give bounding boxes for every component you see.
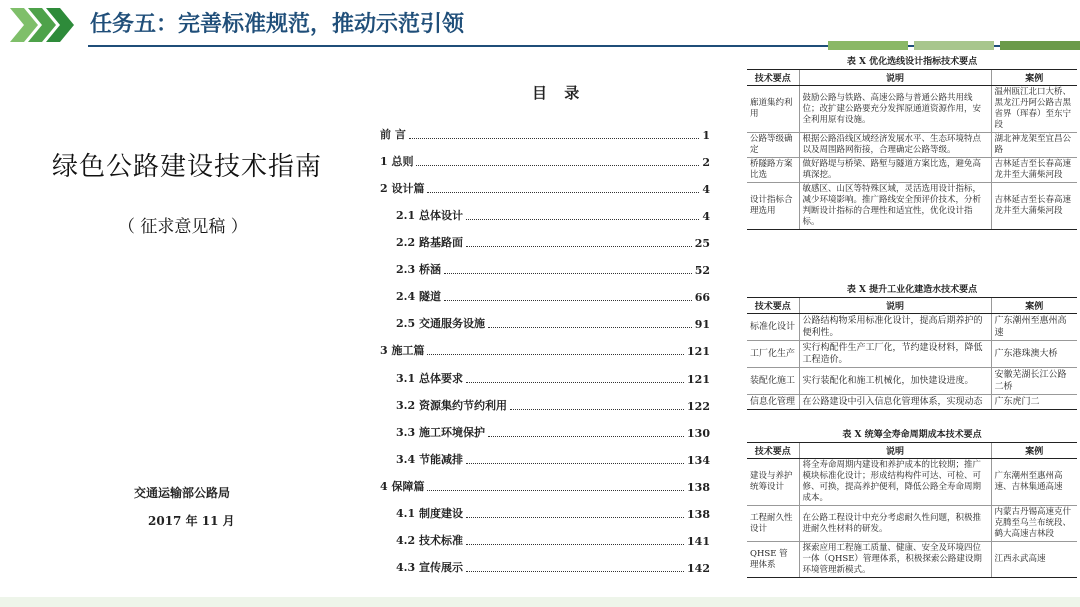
toc-leader-dots (488, 436, 684, 437)
toc-item (380, 128, 710, 142)
toc-item-page: 141 (687, 535, 710, 548)
accent-block-1 (828, 41, 908, 50)
toc-item-label: 3.3 施工环境保护 (396, 426, 485, 439)
toc-item (380, 453, 710, 467)
toc-item (380, 507, 710, 521)
cover-title: 绿色公路建设技术指南 (52, 152, 323, 182)
cell-case: 内蒙古丹锡高速克什克腾至乌兰布统段、鹤大高速吉林段 (991, 506, 1077, 542)
cell-case: 广东虎门二 (991, 395, 1077, 410)
table-caption: 表 X 优化选线设计指标技术要点 (846, 57, 978, 67)
table-of-contents (380, 74, 720, 584)
toc-item-label: 2.4 隧道 (396, 290, 441, 303)
cell-key-point: 桥隧路方案比选 (747, 158, 799, 183)
toc-item-label: 2 设计篇 (380, 182, 425, 195)
page-title: 任务五：完善标准规范，推动示范引领 (90, 12, 465, 37)
toc-leader-dots (488, 327, 692, 328)
toc-item (380, 372, 710, 386)
footer-bar (0, 597, 1080, 607)
data-table (747, 442, 1077, 578)
column-header: 说明 (799, 443, 991, 459)
toc-item-label: 3.4 节能减排 (396, 453, 463, 466)
book-cover (10, 74, 370, 584)
toc-item (380, 155, 710, 169)
table-row (747, 459, 1077, 506)
cell-key-point: 建设与养护统筹设计 (747, 459, 799, 506)
toc-item-page: 134 (687, 454, 710, 467)
toc-item (380, 290, 710, 304)
toc-leader-dots (466, 517, 684, 518)
toc-item-label: 4.2 技术标准 (396, 534, 463, 547)
cell-case: 湖北神龙架至宜昌公路 (991, 133, 1077, 158)
toc-item-page: 1 (702, 129, 710, 142)
chevron-logo-icon (10, 8, 80, 42)
table-row (747, 368, 1077, 395)
cell-key-point: 装配化施工 (747, 368, 799, 395)
cell-case: 吉林延吉至长春高速龙井至大蒲柴河段 (991, 158, 1077, 183)
toc-item (380, 426, 710, 440)
toc-item-page: 4 (702, 183, 710, 196)
table-row (747, 341, 1077, 368)
data-table (747, 297, 1077, 410)
column-header: 说明 (799, 298, 991, 314)
toc-item-page: 138 (687, 508, 710, 521)
toc-item (380, 534, 710, 548)
cell-key-point: 信息化管理 (747, 395, 799, 410)
toc-item-label: 4.3 宣传展示 (396, 561, 463, 574)
toc-item (380, 263, 710, 277)
table-route-selection (747, 56, 1077, 230)
cell-case: 安徽芜湖长江公路二桥 (991, 368, 1077, 395)
column-header: 技术要点 (747, 443, 799, 459)
cell-key-point: 工程耐久性设计 (747, 506, 799, 542)
toc-item-page: 25 (694, 237, 710, 250)
toc-leader-dots (466, 463, 684, 464)
toc-leader-dots (466, 571, 684, 572)
toc-leader-dots (427, 354, 684, 355)
cell-case: 广东潮州至惠州高速 (991, 314, 1077, 341)
toc-item-label: 4 保障篇 (380, 480, 425, 493)
toc-item (380, 561, 710, 575)
toc-item-page: 2 (702, 156, 710, 169)
toc-item-label: 2.2 路基路面 (396, 236, 463, 249)
toc-item (380, 344, 710, 358)
column-header: 案例 (991, 298, 1077, 314)
cell-case: 广东潮州至惠州高速、吉林集通高速 (991, 459, 1077, 506)
toc-item-page: 91 (694, 318, 710, 331)
toc-item-page: 121 (687, 345, 710, 358)
toc-leader-dots (466, 219, 699, 220)
toc-item-page: 52 (694, 264, 710, 277)
cell-description: 探索应用工程施工质量、健康、安全及环境四位一体（QHSE）管理体系，积极探索公路建设期环境管理新模式。 (799, 542, 991, 578)
column-header: 案例 (991, 443, 1077, 459)
toc-leader-dots (427, 192, 699, 193)
toc-leader-dots (416, 165, 699, 166)
cell-description: 实行构配件生产工厂化，节约建设材料，降低工程造价。 (799, 341, 991, 368)
cell-key-point: 廊道集约利用 (747, 86, 799, 133)
column-header: 技术要点 (747, 298, 799, 314)
cell-description: 敏感区、山区等特殊区域，灵活选用设计指标，减少环境影响。推广路线安全预评价技术，分析判断设计指标的合理性和适宜性，优化设计指标。 (799, 183, 991, 230)
toc-item-label: 4.1 制度建设 (396, 507, 463, 520)
toc-item-page: 121 (687, 373, 710, 386)
toc-item (380, 236, 710, 250)
cell-key-point: QHSE 管理体系 (747, 542, 799, 578)
table-row (747, 506, 1077, 542)
cell-case: 温州瓯江北口大桥、黑龙江丹阿公路吉黑省界（珲春）至东宁段 (991, 86, 1077, 133)
table-header-row (747, 298, 1077, 314)
cell-key-point: 公路等级确定 (747, 133, 799, 158)
toc-item-label: 3 施工篇 (380, 344, 425, 357)
toc-leader-dots (466, 382, 684, 383)
cell-description: 在公路建设中引入信息化管理体系，实现动态 (799, 395, 991, 410)
cell-description: 鼓励公路与铁路、高速公路与普通公路共用线位；改扩建公路要充分发挥原通道资源作用，安全利用原有设施。 (799, 86, 991, 133)
toc-item-label: 3.1 总体要求 (396, 372, 463, 385)
toc-leader-dots (409, 138, 700, 139)
cell-description: 做好路堤与桥梁、路堑与隧道方案比选，避免高填深挖。 (799, 158, 991, 183)
toc-item-page: 130 (687, 427, 710, 440)
toc-item-label: 1 总则 (380, 155, 414, 168)
cell-description: 公路结构物采用标准化设计，提高后期养护的便利性。 (799, 314, 991, 341)
header-accent-blocks (828, 41, 1080, 50)
cell-case: 江西永武高速 (991, 542, 1077, 578)
toc-leader-dots (510, 409, 684, 410)
cover-date: 2017 年 11 月 (148, 514, 235, 528)
toc-item-label: 2.1 总体设计 (396, 209, 463, 222)
table-row (747, 542, 1077, 578)
accent-block-3 (1000, 41, 1080, 50)
table-caption: 表 X 统筹全寿命周期成本技术要点 (842, 430, 982, 440)
cell-key-point: 设计指标合理选用 (747, 183, 799, 230)
table-industrialization (747, 284, 1077, 410)
toc-leader-dots (444, 273, 692, 274)
table-header-row (747, 70, 1077, 86)
cell-description: 实行装配化和施工机械化，加快建设进度。 (799, 368, 991, 395)
toc-item (380, 399, 710, 413)
table-row (747, 314, 1077, 341)
table-row (747, 158, 1077, 183)
cover-subtitle: （ 征求意见稿 ） (118, 217, 248, 237)
toc-item (380, 317, 710, 331)
column-header: 技术要点 (747, 70, 799, 86)
table-row (747, 183, 1077, 230)
cover-publisher: 交通运输部公路局 (134, 486, 231, 500)
toc-item-label: 2.5 交通服务设施 (396, 317, 485, 330)
toc-item-page: 138 (687, 481, 710, 494)
cell-key-point: 标准化设计 (747, 314, 799, 341)
cell-case: 吉林延吉至长春高速龙井至大蒲柴河段 (991, 183, 1077, 230)
table-row (747, 395, 1077, 410)
accent-block-2 (914, 41, 994, 50)
toc-leader-dots (444, 300, 692, 301)
toc-item-label: 前 言 (380, 128, 406, 141)
toc-item-label: 2.3 桥涵 (396, 263, 441, 276)
table-row (747, 86, 1077, 133)
toc-leader-dots (427, 490, 684, 491)
table-lifecycle-cost (747, 429, 1077, 578)
toc-item-page: 142 (687, 562, 710, 575)
cell-description: 将全寿命周期内建设和养护成本的比较期；推广模块标准化设计；形成结构构件可达、可检、可修、可换，提高养护便利，降低公路全寿命周期成本。 (799, 459, 991, 506)
toc-item (380, 480, 710, 494)
cell-description: 根据公路沿线区域经济发展水平、生态环境特点以及周围路网衔接，合理确定公路等级。 (799, 133, 991, 158)
column-header: 说明 (799, 70, 991, 86)
cell-key-point: 工厂化生产 (747, 341, 799, 368)
column-header: 案例 (991, 70, 1077, 86)
toc-item (380, 209, 710, 223)
toc-item-page: 4 (702, 210, 710, 223)
cell-case: 广东港珠澳大桥 (991, 341, 1077, 368)
table-caption: 表 X 提升工业化建造水技术要点 (846, 285, 978, 295)
table-row (747, 133, 1077, 158)
cell-description: 在公路工程设计中充分考虑耐久性问题，积极推进耐久性材料的研发。 (799, 506, 991, 542)
toc-leader-dots (466, 544, 684, 545)
toc-heading: 目 录 (532, 84, 586, 102)
table-header-row (747, 443, 1077, 459)
toc-item-page: 122 (687, 400, 710, 413)
toc-item-page: 66 (694, 291, 710, 304)
toc-item (380, 182, 710, 196)
data-table (747, 69, 1077, 230)
toc-item-label: 3.2 资源集约节约利用 (396, 399, 507, 412)
toc-leader-dots (466, 246, 692, 247)
